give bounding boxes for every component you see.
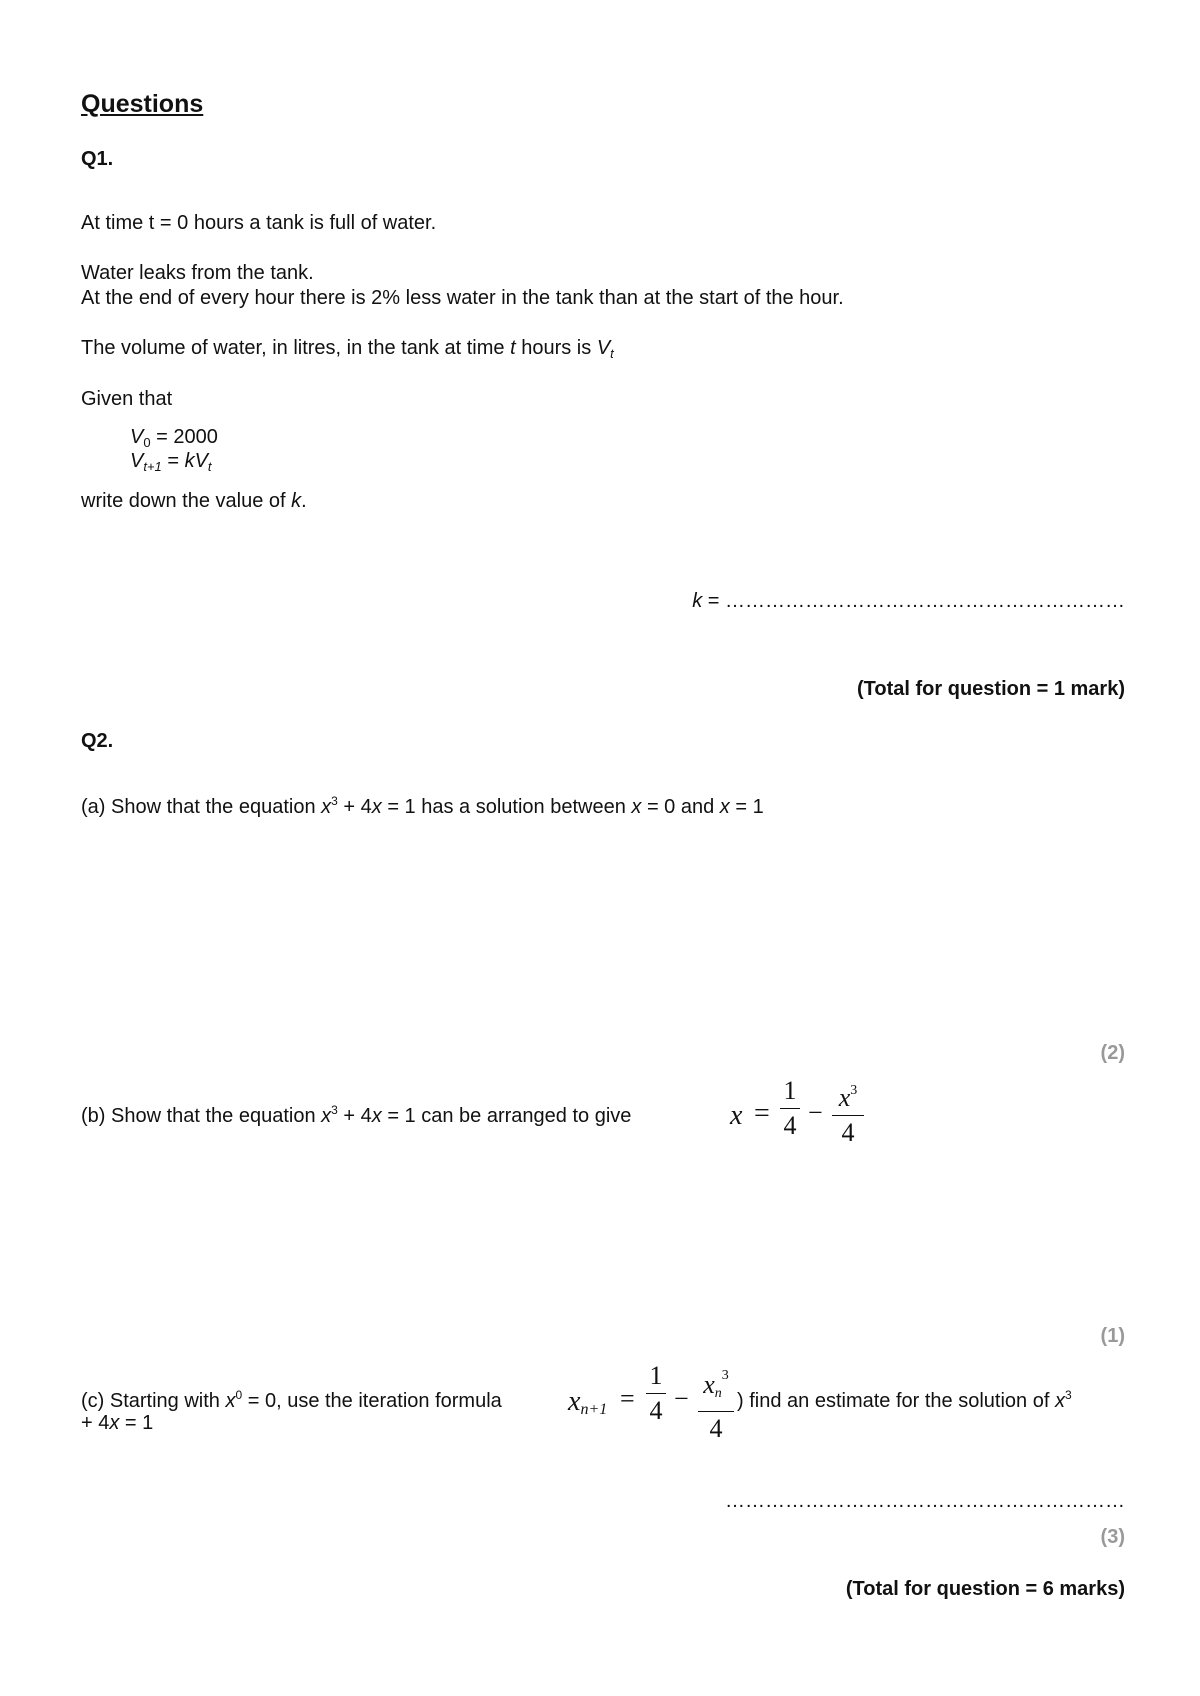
questions-heading: Questions [81,90,204,118]
q2-total: (Total for question = 6 marks) [845,1578,1125,1600]
q2a-text: (a) Show that the equation $x^3 + 4x = 1$ has a solution between x = 0 and x = 1 [81,794,764,818]
q2a-marks: (2) [1100,1042,1125,1064]
q1-instruction: write down the value of k. [81,490,307,512]
q2c-text-line-2: + 4x = 1 [81,1412,154,1434]
q2b-marks: (1) [1100,1325,1125,1347]
q2c-marks: (3) [1100,1526,1125,1548]
q1-line-1: At time t = 0 hours a tank is full of water. [81,212,437,234]
q1-given: Given that [81,388,173,410]
q1-equation-recurrence: $V_{t+1} = kV_t$ [130,450,212,474]
q2b-fraction-2: $x^3$ 4 [832,1076,864,1148]
q2c-answer-line[interactable]: …………………………………………………… [725,1490,1125,1512]
q1-answer-line[interactable]: k = …………………………………………………… [692,590,1125,612]
q2c-fraction-1: 1 4 [646,1361,666,1426]
q2c-text: (c) Starting with $x^0 = 0$, use the iteration formula [81,1388,502,1412]
q1-line-4: The volume of water, in litres, in the tank at time t hours is $V_t$ [81,337,614,361]
q1-total: (Total for question = 1 mark) [857,678,1125,700]
q2b-text: (b) Show that the equation $x^3 + 4x = 1$ can be arranged to give [81,1103,632,1127]
q1-line-3: At the end of every hour there is 2% less water in the tank than at the start of the hour. [81,287,844,309]
q2b-fraction-1: 1 4 [780,1076,800,1141]
q1-line-2: Water leaks from the tank. [81,262,314,284]
q2c-fraction-2: $x_n^3$ 4 [698,1361,734,1444]
q2-label: Q2. [81,730,114,752]
q1-equation-v0: $V_0 = 2000$ [130,426,218,450]
q1-label: Q1. [81,148,114,170]
q2c-text-continued: ) find an estimate for the solution of $x^3$ [737,1388,1072,1412]
